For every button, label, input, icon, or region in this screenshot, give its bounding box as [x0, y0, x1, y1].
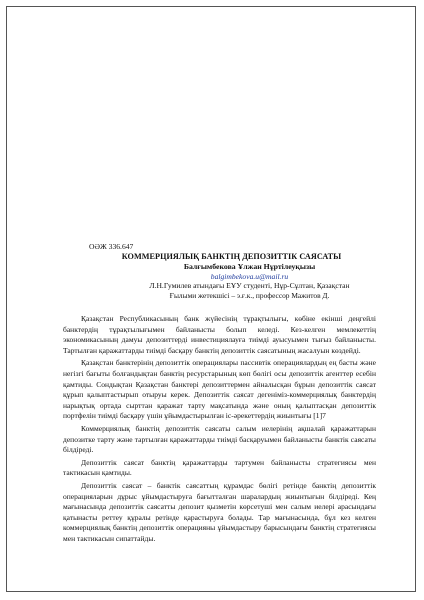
author-affiliation: Л.Н.Гумилев атындағы ЕҰУ студенті, Нұр-Сұлтан, Қазақстан [149, 281, 350, 290]
paragraph-5: Депозиттік саясат – банктік саясаттың құрамдас бөлігі ретінде банктің депозиттік операцияларын дұрыс ұйымдастыруға бағытталған шаралардың жиынтығын білдіреді. Кең мағынасында депозиттік саясатты депозит қызметін көрсетуші мен салым иелері арасындағы қатынасты реттеу құралы ретінде қарастыруға болады. Тар мағынасында, бұл кез келген коммерциялық банктің депозиттік операцияны ұйымдастыру барысындағы банктің стратегиясы мен тактикасын сипаттайды. [63, 480, 376, 543]
article-title: КОММЕРЦИЯЛЫҚ БАНКТІҢ ДЕПОЗИТТІК САЯСАТЫ [121, 252, 342, 261]
paragraph-1: Қазақстан Республикасының банк жүйесінің тұрақтылығы, көбіне екінші деңгейлі банктердің тұрақтылығымен байланысты болып келеді. Кез-келген мемлекеттің экономикасының дамуы депозиттерді инвестициялауға тиімді ауысуымен тығыз байланысты. Тартылған қаражаттарды тиімді басқару банктің депозиттік саясатының жасалуын көздейді. [63, 314, 376, 355]
paragraph-4: Депозиттік саясат банктің қаражаттарды тартумен байланысты стратегиясы мен тактикасын қамтиды. [63, 457, 376, 478]
article-body [63, 242, 376, 546]
author-email: balgimbekova.u@mail.ru [210, 272, 289, 281]
document-page [6, 6, 416, 592]
scientific-advisor: Ғылыми жетекшісі – э.ғ.к., профессор Мажитов Д. [169, 291, 330, 300]
spacer [63, 301, 376, 314]
paragraph-3: Коммерциялық банктің депозиттік саясаты салым иелерінің ақшалай қаражаттарын депозитке тарту және тартылған қаражаттарды тиімді басқаруымен байланысты банктік саясаты білдіреді. [63, 423, 376, 455]
udc-code: ОӘЖ 336.647 [89, 242, 134, 251]
paragraph-2: Қазақстан банктерінің депозиттік операциялары пассивтік операциялардың ең басты және негізгі бағыты болғандықтан банктің ресурстарының көп бөлігі осы депозиттік агенттер есебін қамтиды. Сондықтан Қазақстан банктері депозиттермен айналысқан бұрын депозиттік саясат құрып қалыптастырып отыруы керек. Депозиттік саясат дегеніміз-коммерциялық банктердің нарықтық ортада сырттан қаражат тарту мақсатында және оның қалыптасқан депозиттік портфелін тиімді басқару үшін ұйымдастырылған іс-әрекеттердің жиынтығы [1]7 [63, 358, 376, 421]
author-name: Балғымбекова Ұлжан Нұртілеуқызы [183, 262, 316, 271]
